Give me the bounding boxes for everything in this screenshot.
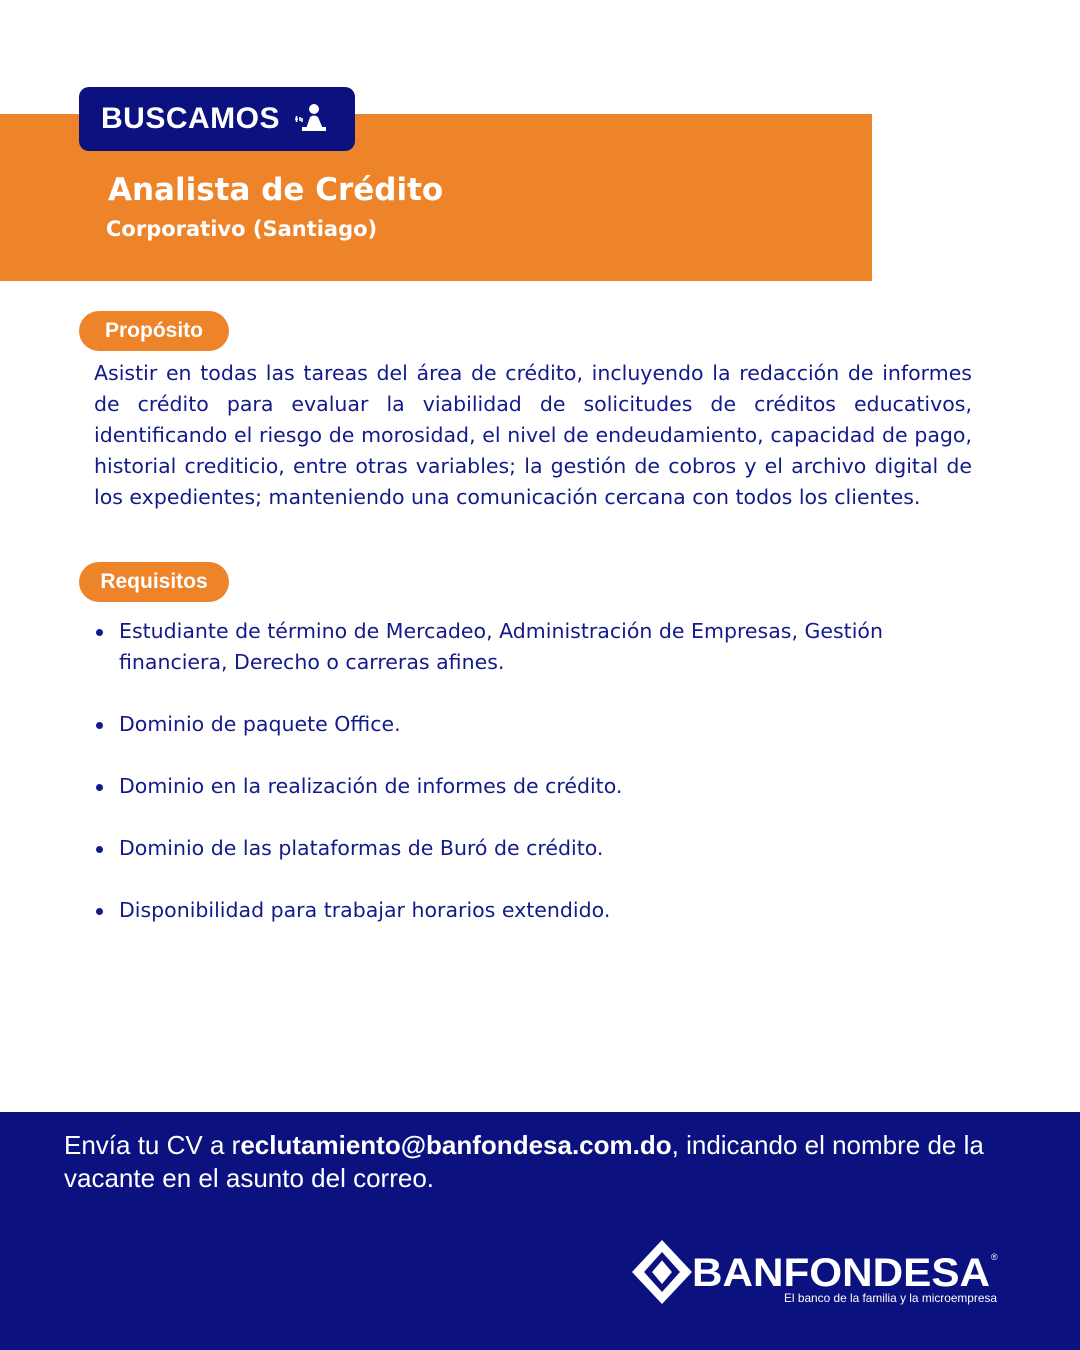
- purpose-text: Asistir en todas las tareas del área de crédito, incluyendo la redacción de informes de crédito para evaluar la viabilidad de solicitudes de créditos educativos, identificando el riesgo de morosidad, el nivel de endeudamiento, capacidad de pago, historial crediticio, entre otras variables; la gestión de cobros y el archivo digital de los expedientes; manteniendo una comunicación cercana con todos los clientes.: [94, 361, 972, 509]
- footer-suffix: , indicando el nombre de la vacante en el asunto del correo.: [64, 1130, 984, 1193]
- job-title: Analista de Crédito: [108, 172, 444, 208]
- requirement-text: Dominio de paquete Office.: [119, 712, 401, 736]
- buscamos-badge: [79, 87, 355, 151]
- bullet-icon: [96, 629, 103, 636]
- requirement-text: Dominio de las plataformas de Buró de crédito.: [119, 836, 604, 860]
- buscamos-label: BUSCAMOS: [101, 102, 281, 135]
- bullet-icon: [96, 722, 103, 729]
- person-at-desk-icon: [292, 101, 328, 137]
- requirements-list: [94, 616, 924, 957]
- list-item: [94, 771, 924, 802]
- logo-tagline: El banco de la familia y la microempresa: [784, 1291, 998, 1305]
- bullet-icon: [96, 846, 103, 853]
- logo-name: BANFONDESA: [692, 1251, 990, 1295]
- footer-instructions: [64, 1129, 1024, 1195]
- job-location: Corporativo (Santiago): [106, 217, 378, 241]
- logo-registered-mark: ®: [991, 1252, 998, 1262]
- requirement-text: Disponibilidad para trabajar horarios extendido.: [119, 898, 611, 922]
- requirements-heading-pill: Requisitos: [79, 562, 229, 602]
- list-item: [94, 895, 924, 926]
- banfondesa-logo: [630, 1238, 1000, 1308]
- footer-prefix: Envía tu CV a: [64, 1130, 232, 1160]
- bullet-icon: [96, 908, 103, 915]
- requirement-text: Dominio en la realización de informes de crédito.: [119, 774, 623, 798]
- list-item: [94, 616, 924, 678]
- list-item: [94, 709, 924, 740]
- email-first-letter: r: [231, 1130, 241, 1160]
- list-item: [94, 833, 924, 864]
- bullet-icon: [96, 784, 103, 791]
- requirement-text: Estudiante de término de Mercadeo, Administración de Empresas, Gestión financiera, Derecho o carreras afines.: [119, 619, 883, 674]
- email-link[interactable]: eclutamiento@banfondesa.com.do: [240, 1130, 672, 1160]
- purpose-heading-pill: Propósito: [79, 311, 229, 351]
- diamond-logo-icon: [632, 1240, 692, 1304]
